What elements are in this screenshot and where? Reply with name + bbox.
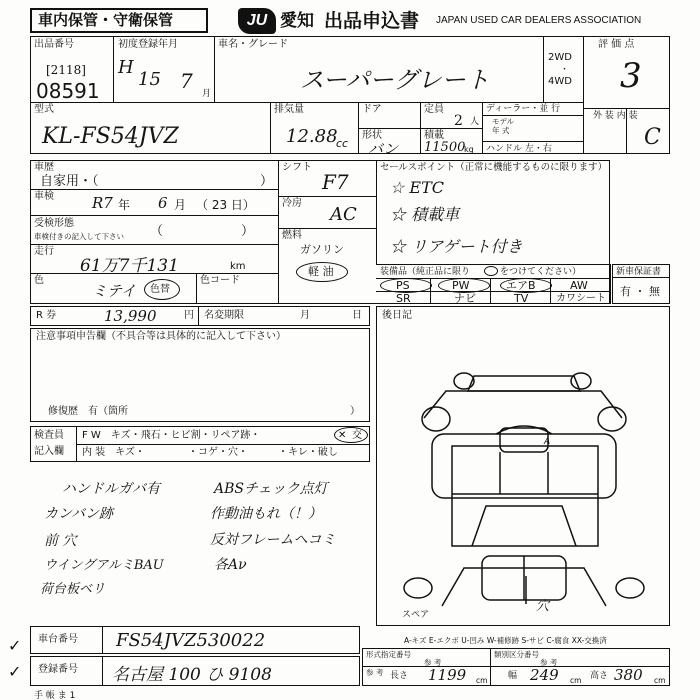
association-name: JAPAN USED CAR DEALERS ASSOCIATION [436,15,642,26]
first-reg-label: 初度登録年月 [118,39,178,50]
model-grade-label: 車名・グレード [218,39,288,50]
equipment-pw-circle [438,278,490,293]
length-ref: 参 考 [366,668,384,677]
inspector-label: 検査員 [34,430,64,441]
acceptance-note: 車検付きの記入して下さい [34,232,124,241]
color-value: ミテイ [92,282,136,300]
lot-prefix-value: [2118] [46,63,86,77]
shift-label: シフト [282,162,312,173]
later-date-label: 後日記 [382,310,412,321]
equipment-ps: PS [396,279,410,292]
equipment-navi: ナビ [454,292,476,305]
score-label: 評 価 点 [598,39,635,50]
reg-label: 登録番号 [38,664,78,675]
name-change-month: 月 [300,310,310,321]
first-reg-year: 15 [138,69,161,90]
lot-no-label: 出品番号 [34,39,74,50]
r-ticket-row [30,306,370,326]
spare-label: スペア [402,610,430,620]
name-change-label: 名変期限 [204,310,244,321]
fuel-gas-label: ガソリン [300,243,344,256]
loading-label: 積載 [424,130,444,141]
shape-value: バン [368,140,399,158]
interior-score-value: C [644,125,661,150]
height-value: 380 [614,666,643,684]
inspection-year-suffix: 年 [118,198,131,212]
capacity-unit: 人 [470,117,480,127]
interior-mid: ・コゲ・穴・ [188,447,248,458]
class-no-ref: 参 考 [540,658,558,667]
note-wing-body: ウイングアルミBAU [44,558,164,573]
sales-point-1: ☆ ETC [390,178,445,197]
length-unit: cm [476,676,488,685]
ju-prefecture: 愛知 [280,11,314,31]
aircon-value: AC [330,204,357,225]
drive-sep: ・ [560,65,570,75]
warranty-options: 有 ・ 無 [620,285,660,298]
note-signboard: カンバン跡 [44,506,114,522]
equipment-note: をつけてください） [500,267,582,277]
dealer-import-label: ディーラー・並 行 [486,104,561,114]
length-label: 長さ [390,671,409,681]
equipment-label: 装備品（純正品に限り [380,267,471,277]
notes-label: 注意事項申告欄（不具合等は具体的に記入して下さい） [36,331,286,342]
capacity-label: 定員 [424,104,444,115]
fuel-diesel-label: 軽 油 [308,265,334,278]
score-value: 3 [620,56,642,96]
name-change-day: 日 [352,310,362,321]
repair-history-close: ） [350,406,360,417]
r-ticket-label: R 券 [36,310,57,321]
ju-logo [238,8,276,34]
mileage-value: 61万7千131 [80,256,179,276]
note-abs: ABSチェック点灯 [214,481,328,497]
r-ticket-yen: 円 [184,310,194,321]
color-label: 色 [34,275,44,286]
sales-point-3: ☆ リアゲート付き [390,237,523,256]
car-damage-diagram [376,306,670,626]
history-value: 自家用・（ [40,174,99,189]
displacement-label: 排気量 [274,104,304,115]
width-label: 幅 [508,671,518,681]
class-no-label: 類別区分番号 [494,650,539,659]
aircon-label: 冷房 [282,198,302,209]
loading-value: 11500 [424,140,466,155]
interior-row: 内 装 キズ・ [82,447,145,458]
model-type-value: KL-FS54JVZ [42,124,179,149]
equipment-leather-seat: カワシート [556,293,606,304]
equipment-airbag-circle [500,278,552,293]
capacity-value: 2 [454,113,463,129]
shape-cert-ref: 参 考 [424,658,442,667]
equipment-ps-circle [380,278,432,293]
fuel-label: 燃料 [282,230,302,241]
acceptance-label: 受検形態 [34,218,74,229]
grade-value: スーパーグレート [300,66,490,94]
chassis-value: FS54JVZ530022 [116,630,266,651]
diagram-mark-a: A [544,437,551,447]
displacement-value: 12.88 [286,126,338,147]
damage-legend: A-キズ E-エクボ U-凹み W-補修跡 S-サビ C-腐食 XX-交換済 [404,636,607,645]
note-front-hole: 前 穴 [44,533,77,549]
lot-no-value: 08591 [36,79,100,103]
fw-exchanged: 交 [352,430,362,441]
equipment-tv: TV [514,292,529,305]
inspection-label: 車検 [34,191,54,202]
storage-label: 車内保管・守衛保管 [38,11,174,29]
mileage-label: 走行 [34,246,54,257]
color-code-label: 色コード [200,275,240,286]
inspection-month-suffix: 月 [174,198,187,212]
reg-value: 名古屋 100 ひ 9108 [112,665,272,685]
repair-history-label: 修復歴 有（箇所 [48,406,128,417]
shift-value: F7 [322,170,349,194]
check-mark-1: ✓ [8,636,22,655]
acceptance-paren: （ ） [150,224,255,239]
interior-end: ・キレ・破し [278,447,338,458]
history-close: ） [260,174,274,189]
shape-cert-label: 形式指定番号 [366,650,411,659]
check-mark-2: ✓ [8,662,22,681]
equipment-legend-circle [484,266,498,276]
entry-label: 記入欄 [34,446,64,457]
first-reg-era: H [118,57,134,78]
equipment-aw: AW [570,279,588,292]
diagram-hole-mark: 穴 [536,599,550,614]
width-value: 249 [530,666,559,684]
note-oil-leak: 作動油もれ（！） [210,506,322,522]
height-label: 高さ [590,671,609,681]
sales-point-2: ☆ 積載車 [390,205,460,224]
form-title: 出品申込書 [324,10,420,32]
exterior-interior-label: 外 装 内 装 [593,111,638,121]
loading-unit: kg [464,145,474,154]
history-label: 車歴 [34,162,54,173]
note-handle-play: ハンドルガバ有 [62,481,160,497]
first-reg-month-suffix: 月 [202,89,212,99]
note-frame-dent: 反対フレームヘコミ [210,532,336,548]
drive-4wd-label: 4WD [548,76,572,87]
handle-label: ハンドル 左・右 [486,144,552,154]
length-value: 1199 [428,666,467,684]
note-each-a: 各Aν [214,557,247,573]
equipment-sr: SR [396,292,411,305]
inspection-month: 6 [158,194,168,212]
fw-row: F W キズ・飛石・ヒビ割・リペア跡・ [82,430,261,441]
fw-cross: ✕ [338,430,347,441]
first-reg-month: 7 [180,69,193,93]
equipment-airbag: エアB [506,279,536,292]
displacement-unit: cc [336,137,349,150]
equipment-pw: PW [452,279,470,292]
sales-points-label: セールスポイント（正常に機能するものに限ります） [380,162,608,173]
warranty-label: 新車保証書 [616,267,662,277]
chassis-label: 車台番号 [38,634,78,645]
r-ticket-value: 13,990 [104,307,157,325]
color-change-label: 色替 [150,284,170,295]
shape-label: 形状 [362,130,382,141]
mileage-unit: km [230,261,246,272]
model-year-label: モデル 年 式 [492,117,515,135]
ju-logo-text: JU [246,12,268,29]
inspection-day: （ 23 日） [196,198,255,212]
note-bed-board: 荷台板ベリ [40,582,106,597]
height-unit: cm [654,676,666,685]
width-unit: cm [570,676,582,685]
drive-2wd-label: 2WD [548,52,572,63]
doors-label: ドア [362,104,382,115]
bottom-stub: 手 帳 ま 1 [34,691,76,700]
inspection-era: R7 [92,194,113,212]
type-label: 型式 [34,104,54,115]
